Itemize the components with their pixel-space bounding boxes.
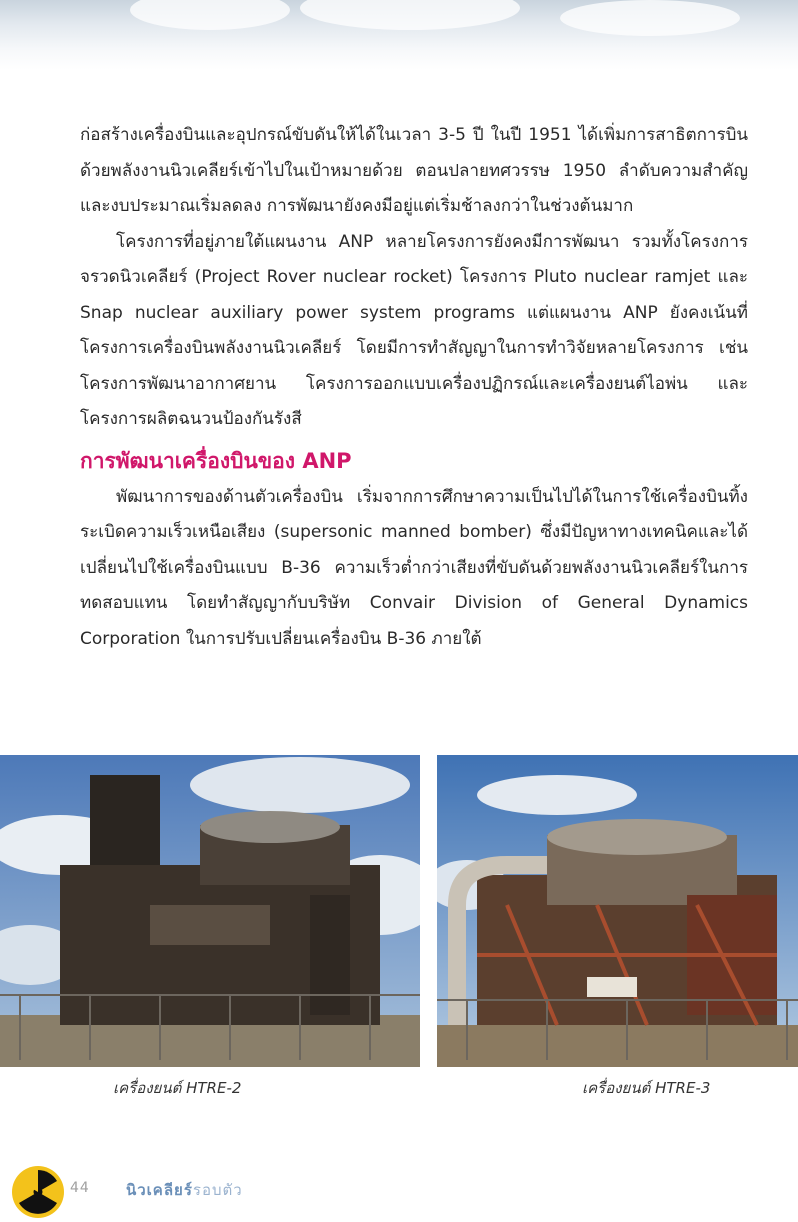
photo-htre-3 — [437, 755, 798, 1067]
brand-part-1: นิวเคลียร์ — [126, 1181, 193, 1199]
brand-part-2: รอบตัว — [192, 1181, 243, 1199]
page-number: 44 — [70, 1180, 90, 1196]
body-text — [80, 118, 748, 657]
caption-htre-2: เครื่องยนต์ HTRE-2 — [113, 1079, 242, 1097]
paragraph-1: ก่อสร้างเครื่องบินและอุปกรณ์ขับดันให้ได้ในเวลา 3-5 ปี ในปี 1951 ได้เพิ่มการสาธิตการบินด้วยพลังงานนิวเคลียร์เข้าไปในเป้าหมายด้วย ตอนปลายทศวรรษ 1950 ลำดับความสำคัญและงบประมาณเริ่มลดลง การพัฒนายังคงมีอยู่แต่เริ่มช้าลงกว่าในช่วงต้นมาก — [80, 125, 748, 216]
photo-htre-2 — [0, 755, 420, 1067]
caption-htre-3: เครื่องยนต์ HTRE-3 — [582, 1079, 711, 1097]
paragraph-2: โครงการที่อยู่ภายใต้แผนงาน ANP หลายโครงการยังคงมีการพัฒนา รวมทั้งโครงการจรวดนิวเคลียร์ (Project Rover nuclear rocket) โครงการ Pluto nuclear ramjet และ Snap nuclear auxiliary power system programs แต่แผนงาน ANP ยังคงเน้นที่โครงการเครื่องบินพลังงานนิวเคลียร์ โดยมีการทำสัญญาในการทำวิจัยหลายโครงการ เช่น โครงการพัฒนาอากาศยาน โครงการออกแบบเครื่องปฏิกรณ์และเครื่องยนต์ไอพ่น และโครงการผลิตฉนวนป้องกันรังสี — [80, 231, 748, 429]
section-heading: การพัฒนาเครื่องบินของ ANP — [80, 448, 352, 473]
radiation-trefoil-icon — [8, 1162, 68, 1222]
footer-brand — [126, 1178, 243, 1202]
paragraph-3: พัฒนาการของด้านตัวเครื่องบิน เริ่มจากการศึกษาความเป็นไปได้ในการใช้เครื่องบินทิ้งระเบิดความเร็วเหนือเสียง (supersonic manned bomber) ซึ่งมีปัญหาทางเทคนิคและได้เปลี่ยนไปใช้เครื่องบินแบบ B-36 ความเร็วต่ำกว่าเสียงที่ขับดันด้วยพลังงานนิวเคลียร์ในการทดสอบแทน โดยทำสัญญากับบริษัท Convair Division of General Dynamics Corporation ในการปรับเปลี่ยนเครื่องบิน B-36 ภายใต้ — [80, 486, 748, 649]
sky-header-banner — [0, 0, 798, 70]
